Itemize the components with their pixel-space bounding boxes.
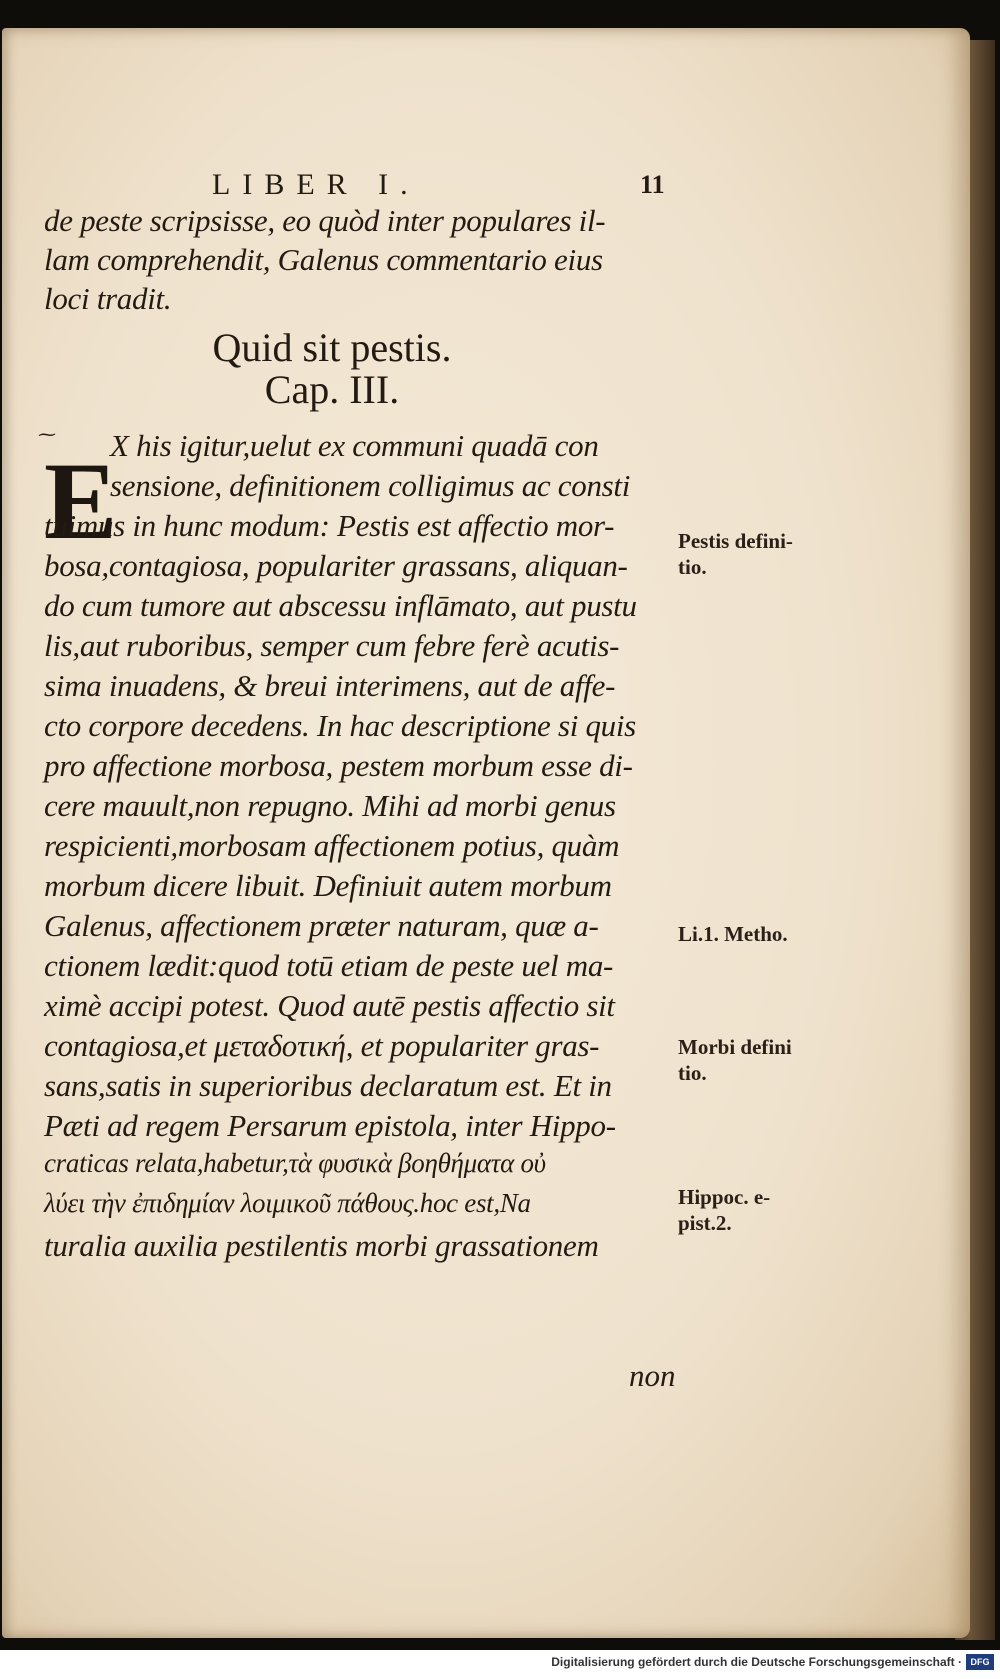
text-line: turalia auxilia pestilentis morbi grassationem <box>44 1228 599 1263</box>
text-line: loci tradit. <box>44 281 172 316</box>
text-line: craticas relata,habetur,τὰ φυσικὰ βοηθήματα οὐ <box>44 1148 546 1178</box>
text-line: ximè accipi potest. Quod autē pestis affectio sit <box>44 988 615 1023</box>
footer-bar <box>0 1650 1000 1679</box>
margin-note <box>678 528 793 580</box>
text-line: de peste scripsisse, eo quòd inter populares il- <box>44 203 606 238</box>
chapter-title: Quid sit pestis. <box>212 325 452 370</box>
margin-note-line: Pestis defini- <box>678 529 793 553</box>
text-line: cto corpore decedens. In hac descriptione si quis <box>44 708 636 743</box>
text-line: bosa,contagiosa, populariter grassans, aliquan- <box>44 548 628 583</box>
margin-note <box>678 921 788 947</box>
text-line: morbum dicere libuit. Definiuit autem morbum <box>44 868 612 903</box>
text-line: sans,satis in superioribus declaratum est. Et in <box>44 1068 612 1103</box>
catchword: non <box>629 1358 676 1393</box>
folio-number: 11 <box>640 170 665 199</box>
ornament-mark: ⁓ <box>38 424 56 444</box>
text-line: Pæti ad regem Persarum epistola, inter Hippo- <box>44 1108 616 1143</box>
book-page <box>2 28 970 1638</box>
text-line: do cum tumore aut abscessu inflāmato, aut pustu <box>44 588 637 623</box>
funding-credit: Digitalisierung gefördert durch die Deutsche Forschungsgemeinschaft · <box>551 1655 962 1669</box>
margin-note-line: tio. <box>678 1061 707 1085</box>
text-line: pro affectione morbosa, pestem morbum esse di- <box>44 748 633 783</box>
running-head: LIBER I. <box>212 168 420 201</box>
margin-note-line: tio. <box>678 555 707 579</box>
text-line: respicienti,morbosam affectionem potius, quàm <box>44 828 620 863</box>
text-line: ctionem lædit:quod totū etiam de peste uel ma- <box>44 948 614 983</box>
text-line: λύει τὴν ἐπιδημίαν λοιμικοῦ πάθους.hoc est,Na <box>44 1188 531 1218</box>
text-line: tuimus in hunc modum: Pestis est affectio mor- <box>44 508 615 543</box>
margin-note-line: pist.2. <box>678 1211 732 1235</box>
text-line: Galenus, affectionem præter naturam, quæ a- <box>44 908 599 943</box>
text-line: X his igitur,uelut ex communi quadā con <box>110 428 599 463</box>
margin-note-line: Li.1. Metho. <box>678 922 788 946</box>
margin-note <box>678 1034 792 1086</box>
text-line: lam comprehendit, Galenus commentario eius <box>44 242 603 277</box>
text-line: contagiosa,et μεταδοτική, et populariter gras- <box>44 1028 600 1063</box>
text-line: sensione, definitionem colligimus ac consti <box>110 468 631 503</box>
text-line: sima inuadens, & breui interimens, aut de affe- <box>44 668 616 703</box>
dfg-logo: DFG <box>966 1654 994 1670</box>
margin-note-line: Hippoc. e- <box>678 1185 771 1209</box>
margin-note <box>678 1184 770 1236</box>
chapter-number: Cap. III. <box>264 367 400 412</box>
text-line: lis,aut ruboribus, semper cum febre ferè acutis- <box>44 628 620 663</box>
text-line: cere mauult,non repugno. Mihi ad morbi genus <box>44 788 616 823</box>
drop-cap-initial: E <box>44 440 118 562</box>
margin-note-line: Morbi defini <box>678 1035 792 1059</box>
